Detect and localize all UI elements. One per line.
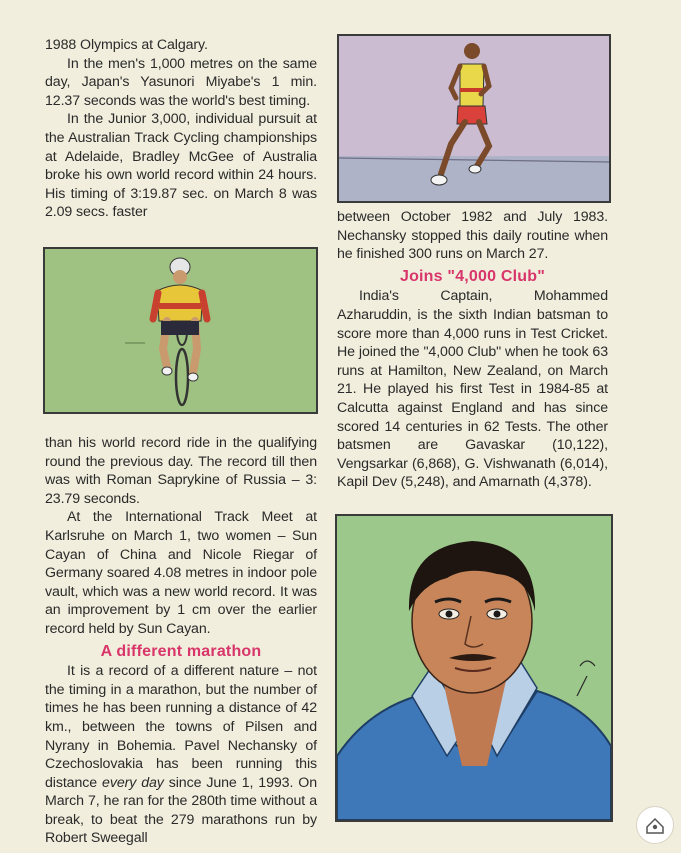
left-column-block2	[45, 434, 317, 848]
cyclist-illustration	[43, 247, 318, 414]
paragraph: between October 1982 and July 1983. Nechansky stopped this daily routine when he finished 300 runs on March 27.	[337, 209, 608, 263]
right-column-text	[337, 208, 608, 492]
left-column-block1	[45, 36, 317, 222]
paragraph: India's Captain, Mohammed Azharuddin, is the sixth Indian batsman to score more than 4,000 runs in Test Cricket. He joined the "4,000 Club" when he took 63 runs at Hamilton, New Zealand, on March 21. He played his first Test in 1984-85 at Calcutta against England and has since scored 14 centuries in 62 Tests. The other batsmen are Gavaskar (10,122), Vengsarkar (6,868), G. Vishwanath (6,014), Kapil Dev (5,248), and Amarnath (4,378).	[337, 288, 608, 491]
text-run: It is a record of a different nature – not the timing in a marathon, but the number of times he has been running a distance of 42 km., between the towns of Pilsen and Nyrany in Bohemia. Pavel Nechansky of Czechoslovakia has been running this distance	[45, 663, 317, 791]
paragraph: At the International Track Meet at Karlsruhe on March 1, two women – Sun Cayan of China and Nicole Riegar of Germany soared 4.08 metres in indoor pole vault, which was a new world record. It was an improvement by 1 cm over the earlier record held by Sun Cayan.	[45, 509, 317, 637]
runner-illustration	[337, 34, 611, 203]
publisher-logo-icon	[636, 806, 674, 844]
portrait-illustration	[335, 514, 613, 822]
paragraph	[45, 662, 317, 848]
section-heading: Joins "4,000 Club"	[399, 267, 546, 285]
paragraph: 1988 Olympics at Calgary.	[45, 37, 208, 53]
paragraph: In the men's 1,000 metres on the same day, Japan's Yasunori Miyabe's 1 min. 12.37 seconds was the world's best timing.	[45, 55, 317, 109]
paragraph: than his world record ride in the qualifying round the previous day. The record till then was with Roman Saprykine of Russia – 3: 23.79 seconds.	[45, 435, 317, 507]
text-run: since June 1, 1993. On March 7, he ran for the 280th time without a break, to beat the 279 marathons run by Robert Sweegall	[45, 774, 318, 847]
emphasis: every day	[102, 774, 164, 791]
paragraph: In the Junior 3,000, individual pursuit at the Australian Track Cycling championships at Adelaide, Bradley McGee of Australia broke his own world record within 24 hours. His timing of 3:19.87 sec. on March 8 was 2.09 secs. faster	[45, 111, 317, 221]
section-heading: A different marathon	[100, 642, 262, 660]
